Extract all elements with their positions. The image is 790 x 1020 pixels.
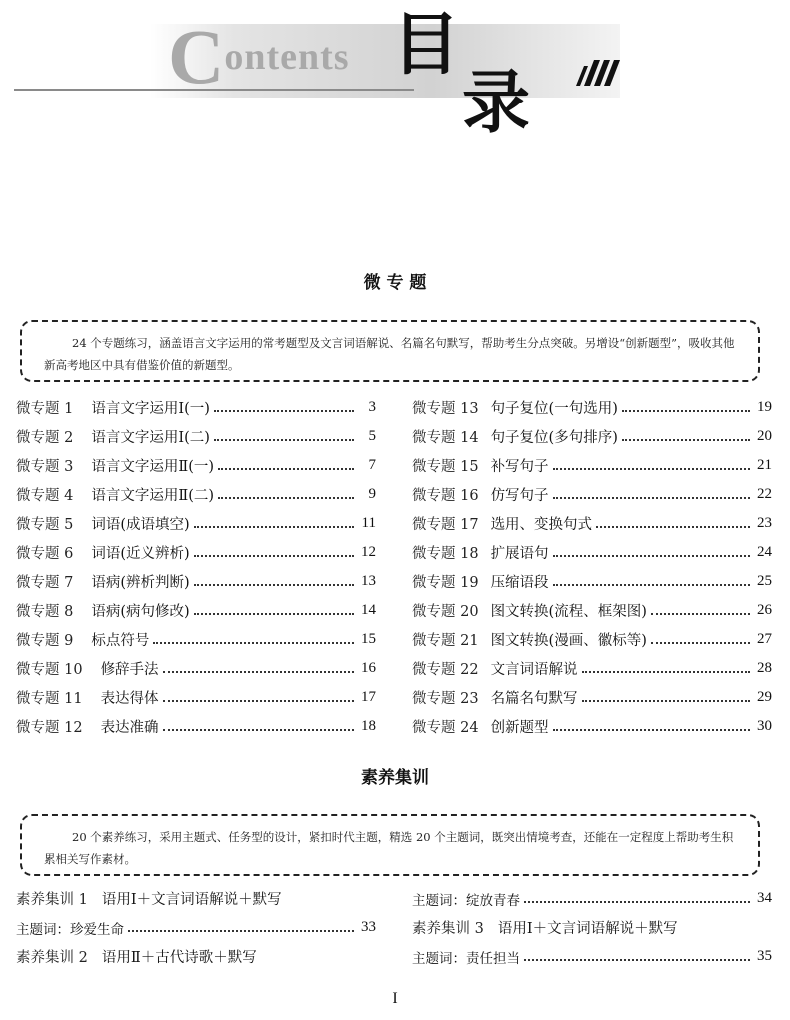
toc-row[interactable]: 微专题 9 标点符号 15 xyxy=(16,631,376,649)
literacy-item-theme-row[interactable]: 主题词：绽放青春 34 xyxy=(412,890,772,909)
toc-row[interactable]: 微专题 6 词语(近义辨析) 12 xyxy=(16,544,376,562)
page-number: I xyxy=(392,990,398,1007)
toc-row[interactable]: 微专题 3 语言文字运用Ⅱ(一) 7 xyxy=(16,457,376,475)
toc-row[interactable]: 微专题 21 图文转换(漫画、徽标等) 27 xyxy=(412,631,772,649)
literacy-item-title-row[interactable]: 素养集训 1 语用Ⅰ＋文言词语解说＋默写 xyxy=(16,892,282,908)
toc-row[interactable]: 微专题 15 补写句子 21 xyxy=(412,457,772,475)
toc-row[interactable]: 微专题 14 句子复位(多句排序) 20 xyxy=(412,428,772,446)
slash-decoration-icon xyxy=(576,60,622,86)
section-description-literacy-training: 20 个素养练习，采用主题式、任务型的设计，紧扣时代主题，精选 20 个主题词，既突出情境考查，还能在一定程度上帮助考生积累相关写作素材。 xyxy=(20,814,760,876)
toc-row[interactable]: 微专题 22 文言词语解说 28 xyxy=(412,660,772,678)
page-header xyxy=(0,0,790,160)
toc-row[interactable]: 微专题 8 语病(病句修改) 14 xyxy=(16,602,376,620)
literacy-item-theme-row[interactable]: 主题词：珍爱生命 33 xyxy=(16,919,376,938)
toc-row[interactable]: 微专题 13 句子复位(一句选用) 19 xyxy=(412,399,772,417)
toc-row[interactable]: 微专题 7 语病(辨析判断) 13 xyxy=(16,573,376,591)
toc-row[interactable]: 微专题 20 图文转换(流程、框架图) 26 xyxy=(412,602,772,620)
toc-row[interactable]: 微专题 2 语言文字运用Ⅰ(二) 5 xyxy=(16,428,376,446)
section-description-micro-topics: 24 个专题练习，涵盖语言文字运用的常考题型及文言词语解说、名篇名句默写，帮助考生分点突破。另增设“创新题型”，吸收其他新高考地区中具有借鉴价值的新题型。 xyxy=(20,320,760,382)
section-title-literacy-training: 素养集训 xyxy=(361,768,429,788)
toc-row[interactable]: 微专题 17 选用、变换句式 23 xyxy=(412,515,772,533)
toc-row[interactable]: 微专题 5 词语(成语填空) 11 xyxy=(16,515,376,533)
literacy-item-theme-row[interactable]: 主题词：责任担当 35 xyxy=(412,948,772,967)
contents-wordmark: Contents xyxy=(168,13,350,100)
toc-row[interactable]: 微专题 12 表达准确 18 xyxy=(16,718,376,736)
toc-row[interactable]: 微专题 11 表达得体 17 xyxy=(16,689,376,707)
toc-row[interactable]: 微专题 18 扩展语句 24 xyxy=(412,544,772,562)
title-char-1: 目 xyxy=(392,6,461,85)
toc-row[interactable]: 微专题 19 压缩语段 25 xyxy=(412,573,772,591)
toc-row[interactable]: 微专题 24 创新题型 30 xyxy=(412,718,772,736)
toc-row[interactable]: 微专题 1 语言文字运用Ⅰ(一) 3 xyxy=(16,399,376,417)
title-char-2: 录 xyxy=(462,64,531,143)
toc-row[interactable]: 微专题 16 仿写句子 22 xyxy=(412,486,772,504)
literacy-item-title-row[interactable]: 素养集训 2 语用Ⅱ＋古代诗歌＋默写 xyxy=(16,950,257,966)
toc-row[interactable]: 微专题 10 修辞手法 16 xyxy=(16,660,376,678)
toc-row[interactable]: 微专题 4 语言文字运用Ⅱ(二) 9 xyxy=(16,486,376,504)
section-title-micro-topics: 微 专 题 xyxy=(363,273,427,293)
literacy-item-title-row[interactable]: 素养集训 3 语用Ⅰ＋文言词语解说＋默写 xyxy=(412,921,678,937)
toc-row[interactable]: 微专题 23 名篇名句默写 29 xyxy=(412,689,772,707)
